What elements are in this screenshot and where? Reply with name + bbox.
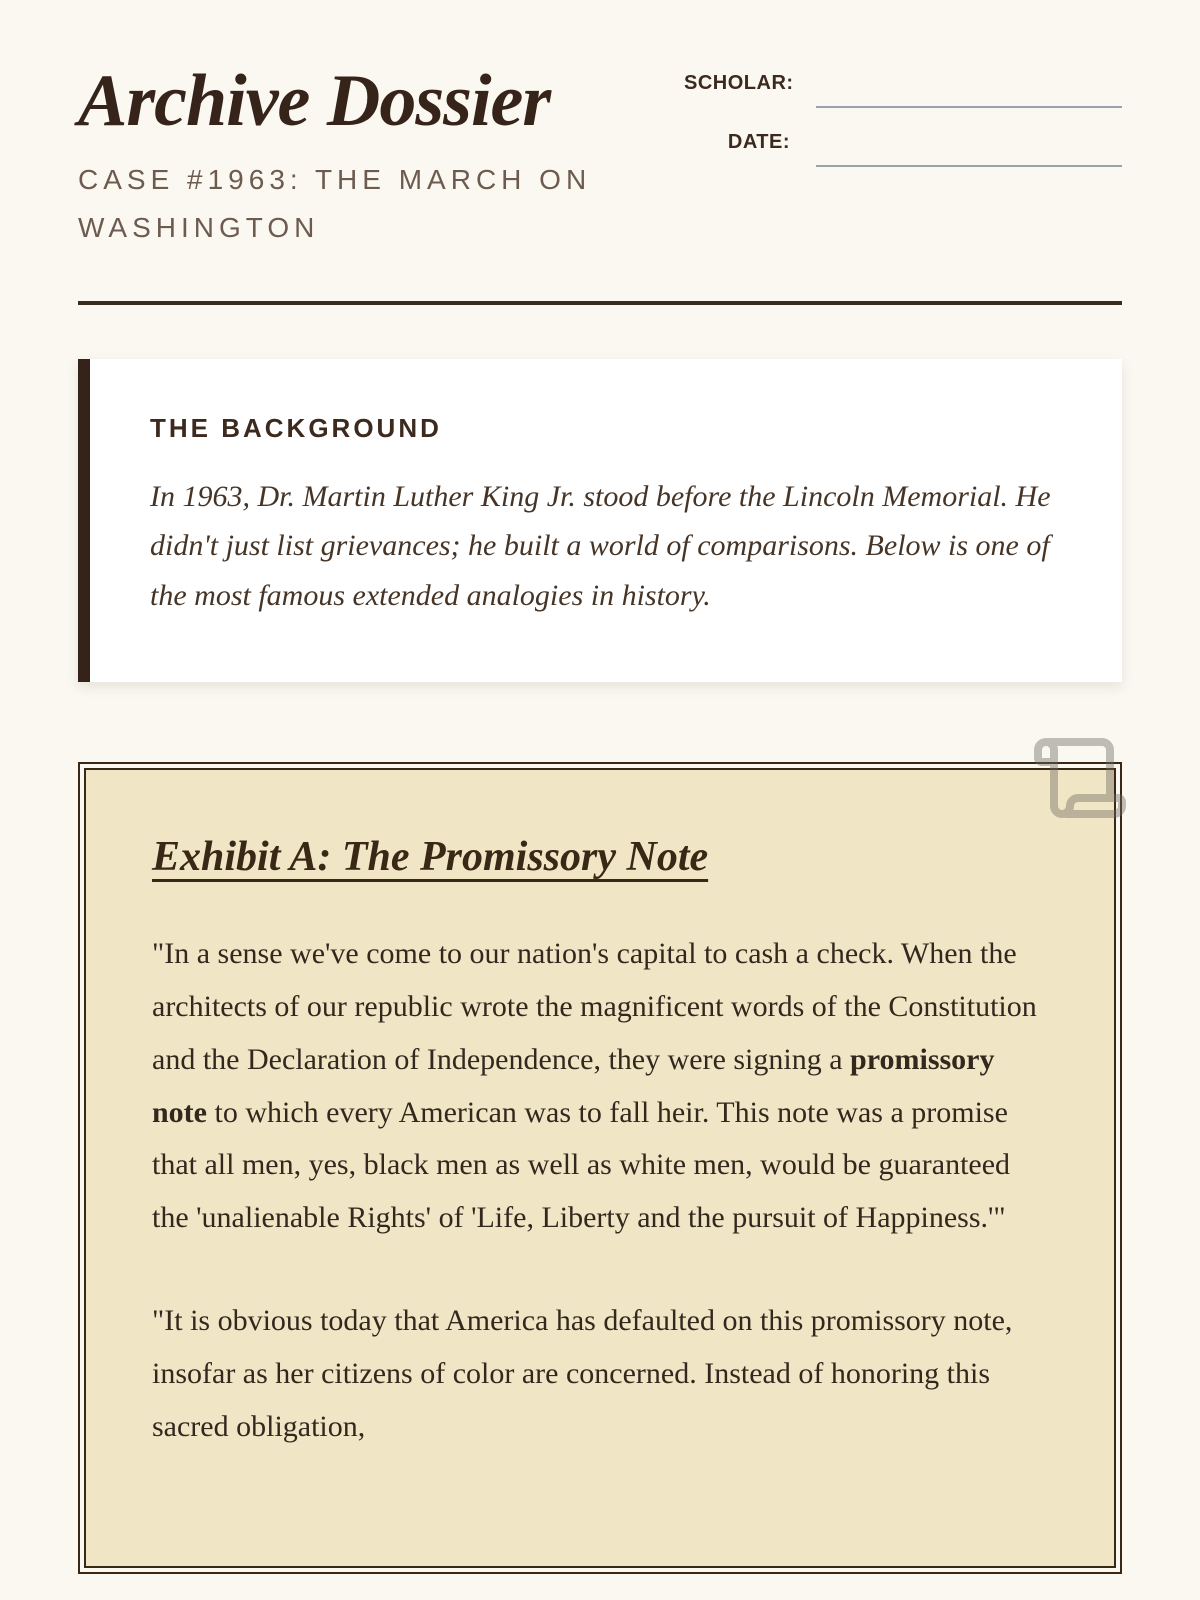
quote-1-bold-term: promissory note <box>152 1042 995 1129</box>
date-field-row <box>684 131 1122 154</box>
section-divider <box>78 301 1122 305</box>
exhibit-quote-2: "It is obvious today that America has defaulted on this promissory note, insofar as her citizens of color are concerned. Instead of honoring this sacred obligation, <box>152 1303 1013 1443</box>
date-label: DATE: <box>727 131 790 153</box>
scholar-field-row <box>684 72 1122 95</box>
quote-1-after: to which every American was to fall heir. This note was a promise that all men, yes, black men as well as white men, would be guaranteed the 'unalienable Rights' of 'Life, Liberty and the pursuit of Happiness.'" <box>152 1095 1011 1235</box>
page-title: Archive Dossier <box>78 60 551 142</box>
header-title-block <box>78 60 658 251</box>
exhibit-document <box>84 768 1116 1568</box>
scholar-label: SCHOLAR: <box>684 72 794 94</box>
background-heading: THE BACKGROUND <box>150 413 442 444</box>
quote-1-before: "In a sense we've come to our nation's capital to cash a check. When the architects of our republic wrote the magnificent words of the Constitution and the Declaration of Independence, they were signing a <box>152 937 1037 1076</box>
background-card <box>78 359 1122 682</box>
case-subtitle: CASE #1963: THE MARCH ON WASHINGTON <box>78 164 592 243</box>
exhibit-quote-1 <box>152 928 1048 1245</box>
header <box>78 60 1122 251</box>
scroll-icon <box>1034 730 1130 826</box>
exhibit-section <box>78 762 1122 1574</box>
exhibit-title: Exhibit A: The Promissory Note <box>152 833 709 880</box>
date-input-line[interactable] <box>816 165 1122 167</box>
scholar-input-line[interactable] <box>816 106 1122 108</box>
background-body-text: In 1963, Dr. Martin Luther King Jr. stood before the Lincoln Memorial. He didn't just list grievances; he built a world of comparisons. Below is one of the most famous extended analogies in history. <box>150 480 1051 612</box>
exhibit-frame <box>78 762 1122 1574</box>
header-fields <box>684 64 1122 154</box>
